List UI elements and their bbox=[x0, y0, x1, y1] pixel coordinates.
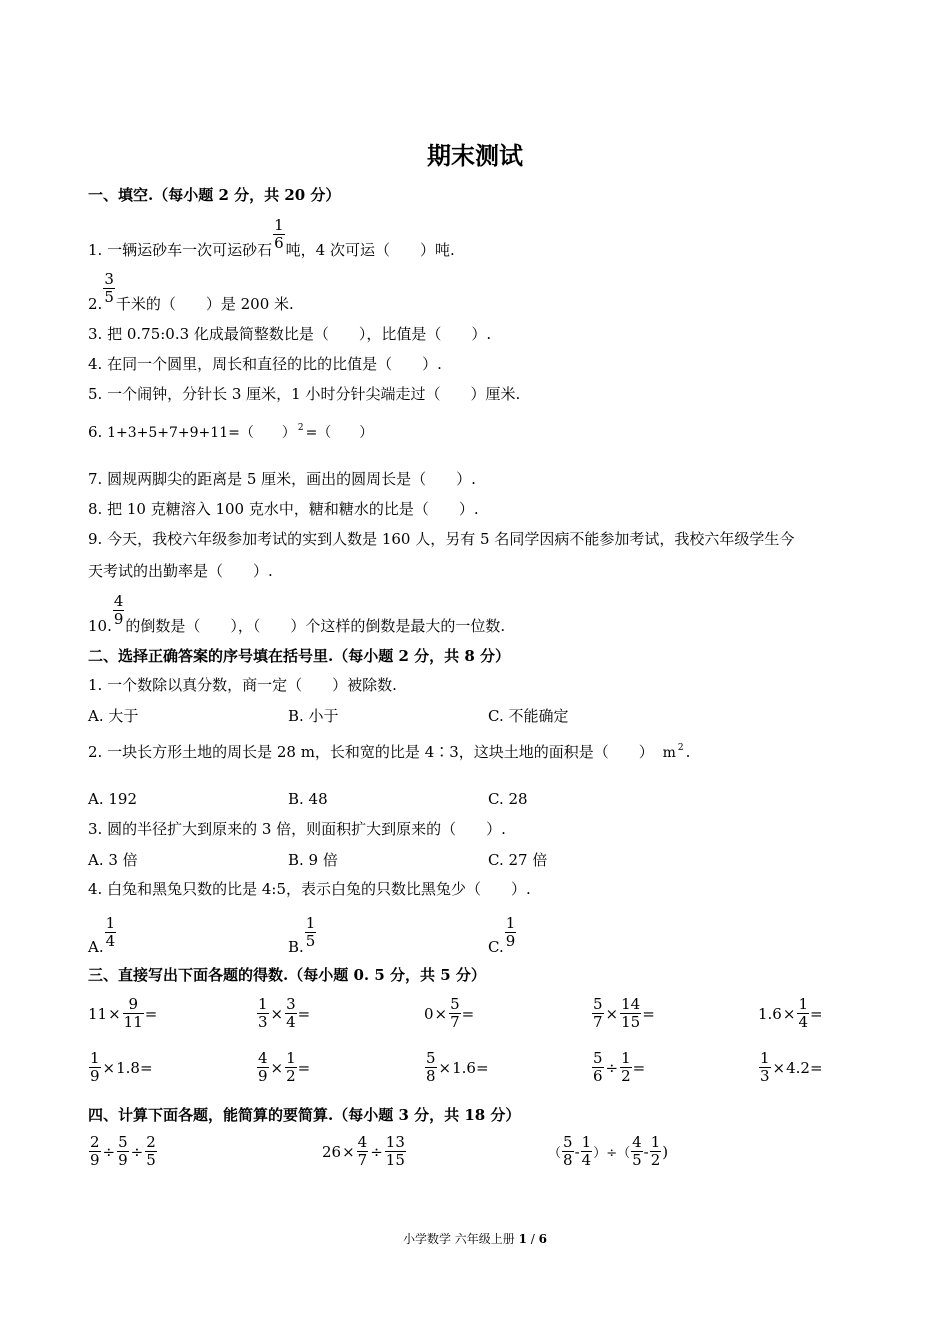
page-separator: / bbox=[530, 1232, 535, 1246]
denominator: 9 bbox=[90, 1067, 100, 1085]
equals: = bbox=[461, 1004, 475, 1023]
fraction bbox=[123, 996, 144, 1031]
fraction bbox=[305, 915, 317, 950]
denominator: 6 bbox=[274, 233, 284, 252]
q1-item-10 bbox=[88, 590, 505, 636]
fraction bbox=[105, 915, 117, 950]
calc-r2c2 bbox=[256, 1050, 310, 1085]
numerator: 13 bbox=[385, 1133, 405, 1151]
numerator: 1 bbox=[274, 215, 284, 234]
q2-item-1-option-c: C. 不能确定 bbox=[488, 707, 569, 725]
numerator: 1 bbox=[621, 1049, 631, 1067]
operator: × bbox=[108, 1004, 121, 1023]
fraction bbox=[631, 1134, 643, 1169]
fraction bbox=[581, 1134, 593, 1169]
denominator: 5 bbox=[305, 931, 316, 950]
denominator: 7 bbox=[593, 1013, 603, 1031]
numerator: 1 bbox=[581, 1133, 592, 1151]
numerator: 1 bbox=[305, 913, 316, 932]
denominator: 9 bbox=[505, 931, 516, 950]
numerator: 1 bbox=[258, 995, 268, 1013]
paren-divide: ）÷（ bbox=[593, 1146, 631, 1161]
equals: = bbox=[297, 1058, 311, 1077]
denominator: 4 bbox=[286, 1013, 296, 1031]
fraction bbox=[285, 996, 297, 1031]
fraction bbox=[592, 996, 604, 1031]
operator: ÷ bbox=[370, 1142, 383, 1161]
denominator: 8 bbox=[426, 1067, 436, 1085]
numerator: 5 bbox=[593, 1049, 603, 1067]
page-footer bbox=[0, 1230, 950, 1247]
q1-item-1-end: 吨，4 次可运（ ）吨. bbox=[285, 241, 455, 259]
numerator: 4 bbox=[258, 1049, 268, 1067]
q1-item-1 bbox=[88, 214, 455, 260]
numerator: 5 bbox=[593, 995, 603, 1013]
q2-item-1: 1. 一个数除以真分数，商一定（ ）被除数. bbox=[88, 676, 397, 694]
calc-r1c3 bbox=[424, 996, 474, 1031]
operand: 1.6= bbox=[452, 1058, 489, 1077]
q2-item-4-option-b bbox=[288, 908, 317, 956]
paren: （ bbox=[548, 1146, 562, 1161]
operator: - bbox=[574, 1142, 580, 1161]
fraction bbox=[257, 1050, 269, 1085]
numerator: 1 bbox=[760, 1049, 770, 1067]
denominator: 3 bbox=[258, 1013, 268, 1031]
q2-item-3: 3. 圆的半径扩大到原来的 3 倍，则面积扩大到原来的（ ）. bbox=[88, 820, 506, 838]
operator: × bbox=[438, 1058, 452, 1077]
q2-item-3-option-a: A. 3 倍 bbox=[88, 851, 138, 869]
denominator: 15 bbox=[385, 1151, 405, 1169]
fraction bbox=[145, 1134, 157, 1169]
numerator: 2 bbox=[146, 1133, 156, 1151]
option-label: A. bbox=[88, 938, 104, 956]
numerator: 5 bbox=[450, 995, 460, 1013]
q2-item-1-option-b: B. 小于 bbox=[288, 707, 339, 725]
q1-item-2 bbox=[88, 268, 294, 314]
equals: = bbox=[632, 1058, 646, 1077]
denominator: 2 bbox=[286, 1067, 296, 1085]
denominator: 4 bbox=[105, 931, 116, 950]
denominator: 3 bbox=[760, 1067, 770, 1085]
denominator: 4 bbox=[581, 1151, 592, 1169]
compute-expression-2 bbox=[322, 1134, 407, 1169]
page-number: 1 bbox=[518, 1232, 527, 1246]
denominator: 5 bbox=[146, 1151, 156, 1169]
numerator: 3 bbox=[104, 269, 114, 288]
fraction bbox=[562, 1134, 574, 1169]
q1-item-4: 4. 在同一个圆里，周长和直径的比的比值是（ ）. bbox=[88, 355, 442, 373]
q1-item-10-num: 10. bbox=[88, 617, 112, 635]
operator: × bbox=[605, 1004, 619, 1023]
q2-item-1-option-a: A. 大于 bbox=[88, 707, 139, 725]
q1-item-1-text: 1. 一辆运砂车一次可运砂石 bbox=[88, 241, 273, 259]
numerator: 1 bbox=[798, 995, 808, 1013]
operand: 0 bbox=[424, 1004, 434, 1023]
numerator: 1 bbox=[505, 913, 516, 932]
fraction bbox=[425, 1050, 437, 1085]
fraction bbox=[117, 1134, 129, 1169]
q2-item-2-option-a: A. 192 bbox=[88, 790, 137, 808]
denominator: 9 bbox=[118, 1151, 128, 1169]
footer-text: 小学数学 六年级上册 bbox=[402, 1232, 515, 1246]
option-label: B. bbox=[288, 938, 304, 956]
operand: 1.6 bbox=[758, 1004, 782, 1023]
calc-r1c4 bbox=[591, 996, 655, 1031]
calc-r1c5 bbox=[758, 996, 823, 1031]
q2-item-2-option-c: C. 28 bbox=[488, 790, 528, 808]
calc-r2c5 bbox=[758, 1050, 823, 1085]
operator: × bbox=[102, 1058, 116, 1077]
calc-r1c2 bbox=[256, 996, 310, 1031]
superscript: 2 bbox=[297, 423, 304, 433]
calc-r2c4 bbox=[591, 1050, 645, 1085]
q1-item-5: 5. 一个闹钟，分针长 3 厘米，1 小时分针尖端走过（ ）厘米. bbox=[88, 385, 521, 403]
operator: ÷ bbox=[130, 1142, 144, 1161]
compute-expression-1 bbox=[88, 1134, 158, 1169]
operator: ÷ bbox=[605, 1058, 619, 1077]
option-label: C. bbox=[488, 938, 504, 956]
numerator: 9 bbox=[128, 995, 138, 1013]
equals: = bbox=[809, 1004, 823, 1023]
page-title: 期末测试 bbox=[427, 141, 523, 170]
numerator: 4 bbox=[357, 1133, 368, 1151]
section-1-heading: 一、填空.（每小题 2 分，共 20 分） bbox=[88, 186, 341, 204]
operator: × bbox=[772, 1058, 786, 1077]
q1-item-7: 7. 圆规两脚尖的距离是 5 厘米，画出的圆周长是（ ）. bbox=[88, 470, 476, 488]
fraction bbox=[285, 1050, 297, 1085]
equals: = bbox=[642, 1004, 655, 1023]
fraction bbox=[273, 217, 285, 252]
fraction bbox=[505, 915, 517, 950]
numerator: 3 bbox=[286, 995, 296, 1013]
operand: 26 bbox=[322, 1142, 342, 1161]
section-4-heading: 四、计算下面各题，能简算的要简算.（每小题 3 分，共 18 分） bbox=[88, 1106, 521, 1124]
equals: = bbox=[144, 1004, 158, 1023]
calc-r2c3 bbox=[424, 1050, 489, 1085]
numerator: 2 bbox=[90, 1133, 100, 1151]
denominator: 15 bbox=[621, 1013, 641, 1031]
fraction bbox=[89, 1050, 101, 1085]
fraction bbox=[620, 996, 641, 1031]
operator: ÷ bbox=[102, 1142, 116, 1161]
denominator: 7 bbox=[450, 1013, 460, 1031]
denominator: 5 bbox=[104, 287, 114, 306]
numerator: 4 bbox=[113, 591, 124, 610]
fraction bbox=[385, 1134, 406, 1169]
q1-item-2-end: 千米的（ ）是 200 米. bbox=[115, 295, 294, 313]
denominator: 9 bbox=[258, 1067, 268, 1085]
denominator: 2 bbox=[650, 1151, 661, 1169]
denominator: 11 bbox=[123, 1013, 143, 1031]
operator: × bbox=[342, 1142, 355, 1161]
q1-item-6-num: 6. bbox=[88, 423, 103, 441]
q2-item-3-option-c: C. 27 倍 bbox=[488, 851, 548, 869]
numerator: 1 bbox=[105, 913, 116, 932]
operator: - bbox=[643, 1142, 649, 1161]
fraction bbox=[257, 996, 269, 1031]
q2-item-4-option-c bbox=[488, 908, 517, 956]
fraction bbox=[797, 996, 809, 1031]
denominator: 2 bbox=[621, 1067, 631, 1085]
q2-item-2 bbox=[88, 738, 690, 763]
fraction bbox=[113, 593, 125, 628]
calc-r2c1 bbox=[88, 1050, 153, 1085]
operator: × bbox=[782, 1004, 796, 1023]
denominator: 7 bbox=[357, 1151, 368, 1169]
q1-item-6-expr: 1+3+5+7+9+11=（ ） bbox=[107, 425, 296, 441]
numerator: 5 bbox=[563, 1133, 573, 1151]
q2-item-3-option-b: B. 9 倍 bbox=[288, 851, 338, 869]
q1-item-6-end: =（ ） bbox=[305, 425, 374, 441]
compute-expression-3 bbox=[548, 1134, 668, 1169]
numerator: 1 bbox=[650, 1133, 661, 1151]
section-2-heading: 二、选择正确答案的序号填在括号里.（每小题 2 分，共 8 分） bbox=[88, 647, 510, 665]
fraction bbox=[620, 1050, 632, 1085]
calc-r1c1 bbox=[88, 996, 157, 1031]
operand: 11 bbox=[88, 1004, 108, 1023]
q2-item-2-end: . bbox=[685, 743, 691, 761]
fraction bbox=[650, 1134, 662, 1169]
unit: m bbox=[662, 745, 676, 761]
denominator: 6 bbox=[593, 1067, 603, 1085]
denominator: 9 bbox=[113, 609, 124, 628]
denominator: 4 bbox=[798, 1013, 808, 1031]
q1-item-3: 3. 把 0.75:0.3 化成最简整数比是（ ），比值是（ ）. bbox=[88, 325, 492, 343]
operand: 4.2= bbox=[786, 1058, 823, 1077]
q1-item-2-num: 2. bbox=[88, 295, 103, 313]
fraction bbox=[449, 996, 461, 1031]
equals: = bbox=[297, 1004, 311, 1023]
numerator: 5 bbox=[426, 1049, 436, 1067]
denominator: 5 bbox=[632, 1151, 642, 1169]
q1-item-8: 8. 把 10 克糖溶入 100 克水中，糖和糖水的比是（ ）. bbox=[88, 500, 479, 518]
denominator: 9 bbox=[90, 1151, 100, 1169]
operand: 1.8= bbox=[116, 1058, 153, 1077]
q1-item-9-line-1: 9. 今天，我校六年级参加考试的实到人数是 160 人，另有 5 名同学因病不能参加考试，我校六年级学生今 bbox=[88, 530, 795, 548]
operator: × bbox=[270, 1058, 284, 1077]
fraction bbox=[103, 271, 115, 306]
numerator: 14 bbox=[621, 995, 641, 1013]
q2-item-4-option-a bbox=[88, 908, 117, 956]
q1-item-6 bbox=[88, 418, 373, 443]
paren: ) bbox=[662, 1142, 669, 1161]
numerator: 4 bbox=[632, 1133, 642, 1151]
numerator: 5 bbox=[118, 1133, 128, 1151]
fraction bbox=[592, 1050, 604, 1085]
operator: × bbox=[270, 1004, 284, 1023]
q2-item-2-option-b: B. 48 bbox=[288, 790, 328, 808]
q2-item-2-text: 2. 一块长方形土地的周长是 28 m，长和宽的比是 4∶3，这块土地的面积是（ ） bbox=[88, 743, 654, 761]
fraction bbox=[89, 1134, 101, 1169]
q1-item-10-end: 的倒数是（ ），（ ）个这样的倒数是最大的一位数. bbox=[125, 617, 506, 635]
superscript: 2 bbox=[677, 743, 684, 753]
fraction bbox=[759, 1050, 771, 1085]
numerator: 1 bbox=[90, 1049, 100, 1067]
numerator: 1 bbox=[286, 1049, 296, 1067]
operator: × bbox=[434, 1004, 448, 1023]
section-3-heading: 三、直接写出下面各题的得数.（每小题 0. 5 分，共 5 分） bbox=[88, 966, 486, 984]
page-total: 6 bbox=[538, 1232, 548, 1246]
q1-item-9-line-2: 天考试的出勤率是（ ）. bbox=[88, 562, 273, 580]
q2-item-4: 4. 白兔和黑兔只数的比是 4:5，表示白兔的只数比黑兔少（ ）. bbox=[88, 880, 531, 898]
denominator: 8 bbox=[563, 1151, 573, 1169]
fraction bbox=[357, 1134, 369, 1169]
